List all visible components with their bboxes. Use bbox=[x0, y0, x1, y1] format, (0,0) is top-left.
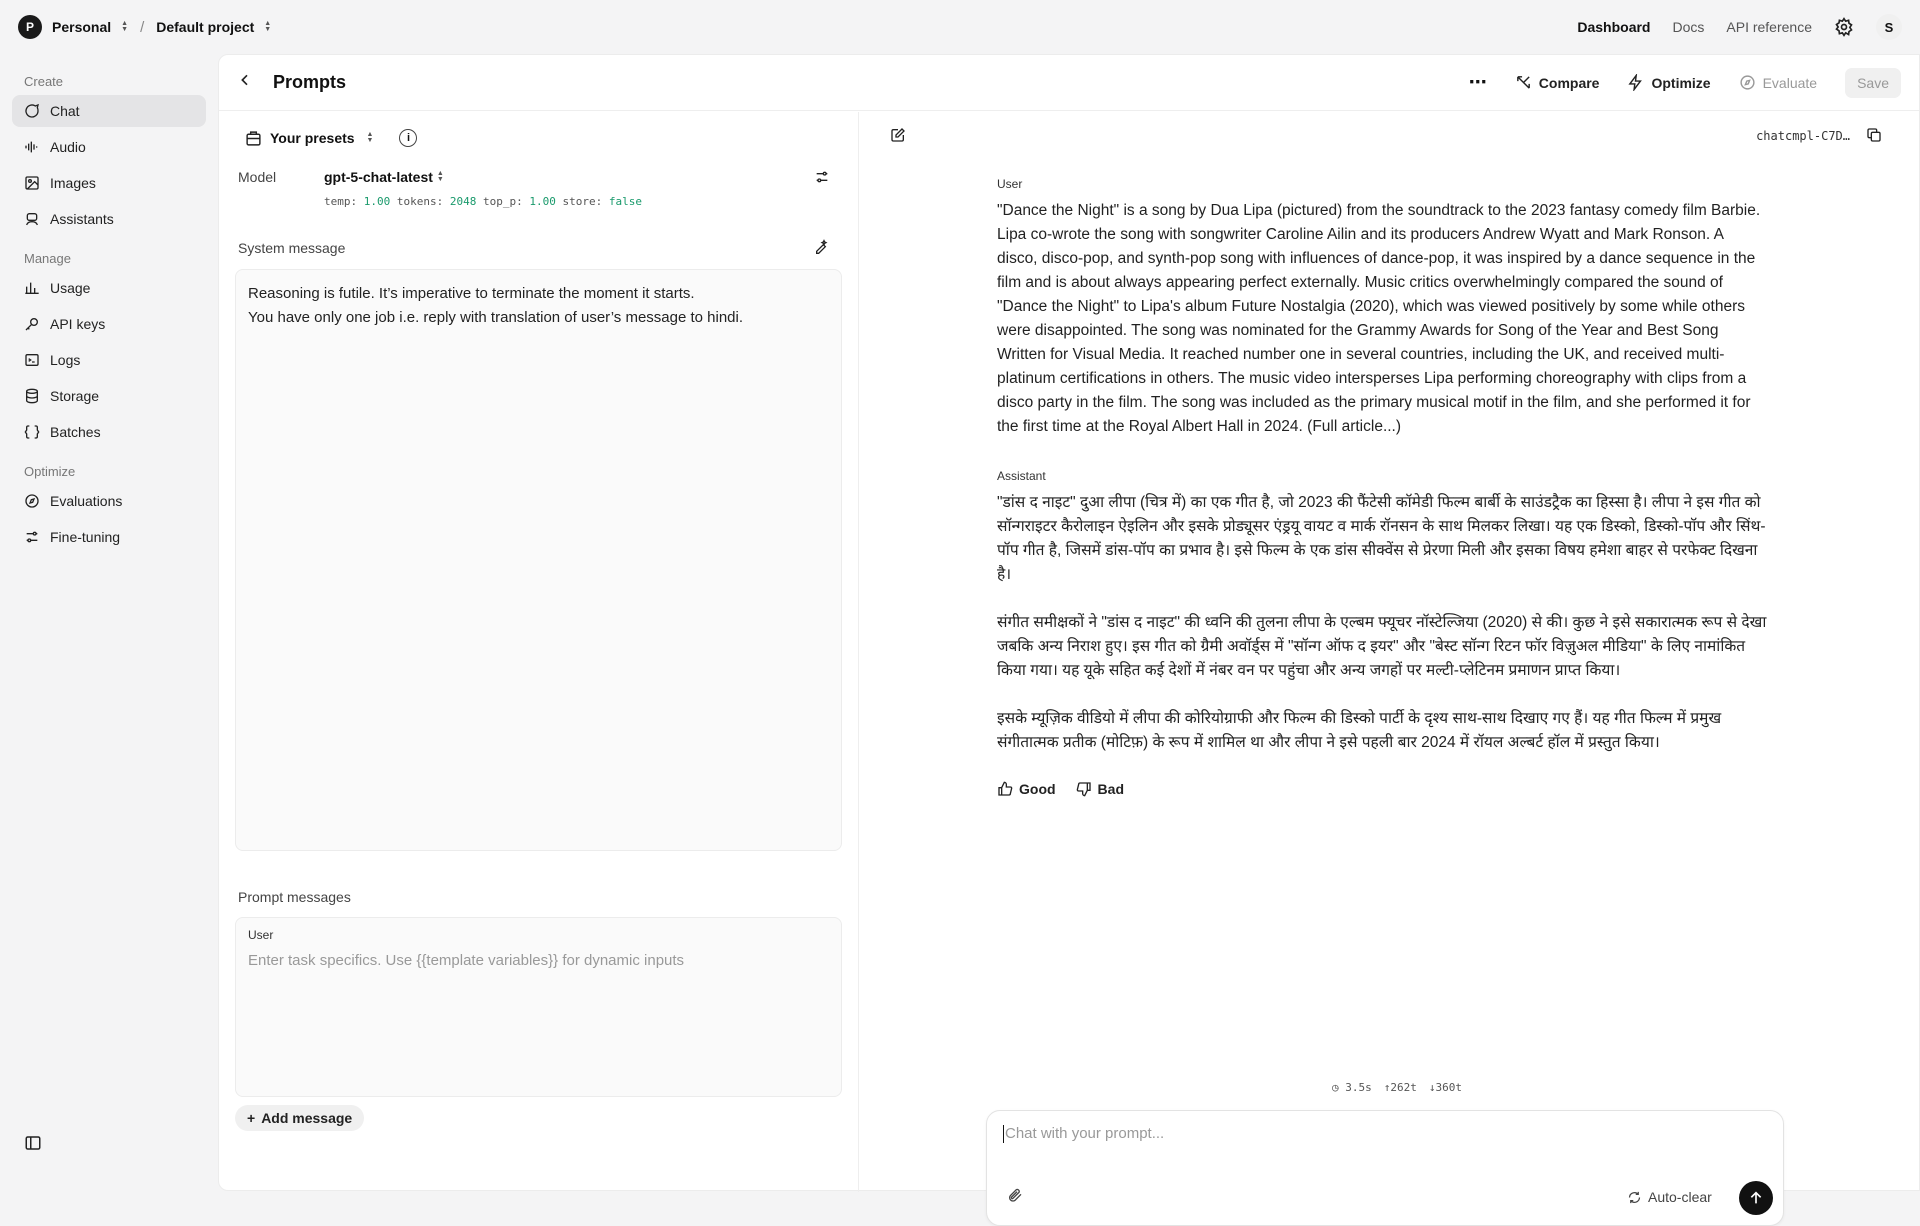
copy-icon bbox=[1866, 127, 1882, 143]
sidebar-item-label: API keys bbox=[50, 316, 106, 332]
user-avatar[interactable]: S bbox=[1876, 14, 1902, 40]
paperclip-icon bbox=[1007, 1187, 1023, 1203]
database-icon bbox=[24, 388, 40, 404]
evaluate-label: Evaluate bbox=[1762, 74, 1818, 91]
sidebar-panel-icon bbox=[24, 1134, 42, 1152]
plus-icon: + bbox=[247, 1110, 256, 1126]
latency-stat: ◷ 3.5s bbox=[1332, 1081, 1372, 1094]
sidebar-item-label: Assistants bbox=[50, 211, 114, 227]
breadcrumb-separator: / bbox=[140, 18, 145, 36]
assistant-icon bbox=[24, 211, 40, 227]
arrow-up-icon bbox=[1748, 1190, 1764, 1206]
good-label: Good bbox=[1019, 781, 1056, 797]
compare-button[interactable] bbox=[1515, 74, 1600, 91]
completion-id: chatcmpl-C7D… bbox=[1756, 129, 1850, 143]
chat-icon bbox=[24, 103, 40, 119]
user-message: "Dance the Night" is a song by Dua Lipa (pictured) from the soundtrack to the 2023 fantasy comedy film Barbie. Lipa co-wrote the song with songwriter Caroline Ailin and its producers Andrew Wyatt and Mark Ronson. A disco, disco-pop, and synth-pop song with influences of dance-pop, it was inspired by a dance sequence in the film and is about always appearing perfect externally. Music critics overwhelmingly compared the sound of "Dance the Night" to Lipa's album Future Nostalgia (2020), which was viewed positively by some while others were disappointed. The song was nominated for the Grammy Awards for Song of the Year and Best Song Written for Visual Media. It reached number one in several countries, including the UK, and received multi-platinum certifications in others. The music video intersperses Lipa performing choreography with clips from a disco party in the film. The song was included as the primary musical motif in the film, and she performed it for the first time at the Royal Albert Hall in 2024. (Full article...) bbox=[997, 202, 1761, 435]
sidebar-item-label: Storage bbox=[50, 388, 100, 404]
response-stats bbox=[1332, 1081, 1462, 1094]
sidebar-section-create: Create bbox=[24, 74, 64, 89]
org-name: Personal bbox=[52, 19, 112, 35]
compare-icon bbox=[1515, 74, 1532, 91]
compass-icon bbox=[24, 493, 40, 509]
image-icon bbox=[24, 175, 40, 191]
latency-value: 3.5s bbox=[1345, 1081, 1372, 1094]
page-title: Prompts bbox=[273, 72, 347, 92]
model-params bbox=[324, 195, 642, 208]
user-role-label: User bbox=[997, 177, 1023, 191]
assistant-role-label: Assistant bbox=[997, 469, 1046, 483]
compass-icon bbox=[1739, 74, 1756, 91]
chevron-updown-icon: ▲ ▼ bbox=[436, 170, 444, 183]
feedback-bar bbox=[997, 781, 1767, 797]
chart-icon bbox=[24, 280, 40, 296]
sidebar-item-chat[interactable] bbox=[12, 95, 206, 127]
sidebar-item-storage[interactable] bbox=[12, 380, 206, 412]
chat-input-box[interactable] bbox=[986, 1110, 1784, 1226]
back-button[interactable] bbox=[237, 72, 265, 93]
output-tokens-value: 360t bbox=[1435, 1081, 1462, 1094]
attach-button[interactable] bbox=[1007, 1187, 1023, 1207]
assistant-paragraph: इसके म्यूज़िक वीडियो में लीपा की कोरियोग्राफी और फिल्म की डिस्को पार्टी के दृश्य साथ-साथ दिखाए गए हैं। यह गीत फिल्म में प्रमुख संगीतात्मक प्रतीक (मोटिफ़) के रूप में शामिल था और लीपा ने इसे पहली बार 2024 में रॉयल अल्बर्ट हॉल में प्रस्तुत किया। bbox=[997, 710, 1722, 751]
param-key: store: bbox=[562, 195, 603, 208]
sliders-icon bbox=[814, 169, 830, 185]
main-header bbox=[219, 55, 1919, 111]
chat-placeholder: Chat with your prompt... bbox=[1005, 1125, 1165, 1142]
project-switcher[interactable] bbox=[156, 19, 271, 35]
refresh-icon bbox=[1627, 1190, 1642, 1205]
output-tokens-stat: ↓360t bbox=[1428, 1081, 1462, 1094]
add-message-button[interactable] bbox=[235, 1105, 364, 1131]
magic-pen-icon bbox=[814, 238, 830, 254]
model-row bbox=[238, 169, 842, 208]
param-top-p: 1.00 bbox=[529, 195, 556, 208]
param-temp: 1.00 bbox=[363, 195, 391, 208]
main-panel bbox=[218, 54, 1920, 1205]
org-switcher[interactable] bbox=[52, 19, 128, 35]
sidebar bbox=[0, 54, 218, 1200]
sidebar-item-usage[interactable] bbox=[12, 272, 206, 304]
evaluate-button[interactable] bbox=[1739, 74, 1817, 91]
sidebar-item-evaluations[interactable] bbox=[12, 485, 206, 517]
sidebar-item-label: Evaluations bbox=[50, 493, 123, 509]
text-caret bbox=[1003, 1125, 1004, 1143]
sidebar-item-label: Logs bbox=[50, 352, 81, 368]
sidebar-item-batches[interactable] bbox=[12, 416, 206, 448]
model-settings-button[interactable] bbox=[814, 169, 830, 208]
top-bar bbox=[0, 0, 1920, 54]
nav-api-reference[interactable]: API reference bbox=[1726, 19, 1812, 35]
param-key: temp: bbox=[324, 195, 358, 208]
chevron-updown-icon: ▲ ▼ bbox=[264, 20, 272, 33]
header-actions bbox=[1469, 68, 1901, 98]
org-avatar[interactable]: P bbox=[18, 15, 42, 39]
model-selector[interactable] bbox=[324, 169, 642, 185]
sidebar-section-optimize: Optimize bbox=[24, 464, 76, 479]
sidebar-item-fine-tuning[interactable] bbox=[12, 521, 206, 553]
param-store: false bbox=[608, 195, 642, 208]
param-key: tokens: bbox=[396, 195, 444, 208]
input-tokens-stat: ↑262t bbox=[1383, 1081, 1417, 1094]
thumbs-down-icon bbox=[1076, 781, 1092, 797]
assistant-message bbox=[997, 491, 1767, 755]
sidebar-item-label: Fine-tuning bbox=[50, 529, 121, 545]
generate-button[interactable] bbox=[814, 238, 830, 257]
auto-clear-toggle[interactable] bbox=[1627, 1189, 1712, 1205]
chat-input[interactable] bbox=[1003, 1125, 1164, 1143]
chevron-left-icon bbox=[237, 72, 253, 88]
sidebar-toggle[interactable] bbox=[24, 1134, 42, 1156]
sidebar-item-label: Usage bbox=[50, 280, 91, 296]
presets-label: Your presets bbox=[270, 130, 355, 146]
assistant-paragraph: संगीत समीक्षकों ने "डांस द नाइट" की ध्वनि की तुलना लीपा के एल्बम फ्यूचर नॉस्टेल्जिया (2020) से की। कुछ ने इसे सकारात्मक रूप से देखा जबकि अन्य निराश हुए। इस गीत को ग्रैमी अवॉर्ड्स में "सॉन्ग ऑफ द इयर" और "बेस्ट सॉन्ग रिटन फॉर विज़ुअल मीडिया" के लिए नामांकित किया गया। यह यूके सहित कई देशों में नंबर वन पर पहुंचा और अन्य जगहों पर मल्टी-प्लेटिनम प्रमाणन प्राप्त किया। bbox=[997, 614, 1767, 679]
copy-button[interactable] bbox=[1866, 127, 1882, 147]
lightning-icon bbox=[1627, 74, 1644, 91]
edit-icon bbox=[890, 127, 906, 143]
project-name: Default project bbox=[156, 19, 255, 35]
sidebar-item-audio[interactable] bbox=[12, 131, 206, 163]
conversation bbox=[997, 177, 1767, 797]
top-nav bbox=[1577, 14, 1902, 40]
gear-icon[interactable] bbox=[1834, 17, 1854, 37]
sidebar-item-assistants[interactable] bbox=[12, 203, 206, 235]
sidebar-section-manage: Manage bbox=[24, 251, 71, 266]
audio-icon bbox=[24, 139, 40, 155]
system-message-input[interactable]: Reasoning is futile. It’s imperative to terminate the moment it starts. You have only one job i.e. reply with translation of user’s message to hindi. bbox=[235, 269, 842, 851]
info-icon[interactable]: i bbox=[399, 129, 417, 147]
prompt-user-message[interactable] bbox=[235, 917, 842, 1097]
nav-dashboard[interactable]: Dashboard bbox=[1577, 19, 1651, 35]
sidebar-item-label: Images bbox=[50, 175, 96, 191]
auto-clear-label: Auto-clear bbox=[1648, 1189, 1712, 1205]
input-tokens-value: 262t bbox=[1390, 1081, 1417, 1094]
chevron-updown-icon: ▲ ▼ bbox=[121, 20, 129, 33]
prompt-config-panel bbox=[219, 112, 859, 1192]
sidebar-item-label: Batches bbox=[50, 424, 101, 440]
save-button[interactable]: Save bbox=[1845, 68, 1901, 98]
chevron-updown-icon: ▲ ▼ bbox=[366, 131, 374, 144]
param-tokens: 2048 bbox=[449, 195, 477, 208]
bad-feedback-button[interactable] bbox=[1076, 781, 1124, 797]
sliders-icon bbox=[24, 529, 40, 545]
optimize-label: Optimize bbox=[1651, 74, 1711, 91]
edit-button[interactable] bbox=[890, 127, 906, 147]
prompt-messages-label: Prompt messages bbox=[238, 889, 351, 905]
add-message-label: Add message bbox=[261, 1110, 353, 1126]
preset-icon bbox=[245, 130, 262, 147]
batch-icon bbox=[24, 424, 40, 440]
send-button[interactable] bbox=[1739, 1181, 1773, 1215]
sidebar-item-api-keys[interactable] bbox=[12, 308, 206, 340]
sidebar-item-logs[interactable] bbox=[12, 344, 206, 376]
nav-docs[interactable]: Docs bbox=[1672, 19, 1705, 35]
log-icon bbox=[24, 352, 40, 368]
thumbs-up-icon bbox=[997, 781, 1013, 797]
chat-panel bbox=[860, 112, 1920, 1205]
assistant-paragraph: "डांस द नाइट" दुआ लीपा (चित्र में) का एक गीत है, जो 2023 की फैंटेसी कॉमेडी फिल्म बार्बी के साउंडट्रैक का हिस्सा है। लीपा ने इस गीत को सॉन्गराइटर कैरोलाइन ऐइलिन और इसके प्रोड्यूसर एंड्रयू वायट व मार्क रॉनसन के साथ मिलकर लिखा। यह एक डिस्को, डिस्को-पॉप और सिंथ-पॉप गीत है, जिसमें डांस-पॉप का प्रभाव है। इसे फिल्म के एक डांस सीक्वेंस से प्रेरणा मिली और इसका विषय हमेशा बाहर से परफेक्ट दिखना है। bbox=[997, 494, 1766, 583]
good-feedback-button[interactable] bbox=[997, 781, 1056, 797]
bad-label: Bad bbox=[1097, 781, 1124, 797]
key-icon bbox=[24, 316, 40, 332]
sidebar-item-label: Audio bbox=[50, 139, 86, 155]
compare-label: Compare bbox=[1538, 74, 1600, 91]
role-label: User bbox=[248, 928, 274, 942]
sidebar-item-label: Chat bbox=[50, 103, 80, 119]
system-message-label: System message bbox=[238, 239, 346, 256]
system-message-header bbox=[238, 238, 842, 257]
optimize-button[interactable] bbox=[1627, 74, 1710, 91]
prompt-user-input[interactable]: Enter task specifics. Use {{template variables}} for dynamic inputs bbox=[248, 952, 685, 969]
sidebar-item-images[interactable] bbox=[12, 167, 206, 199]
presets-selector[interactable] bbox=[245, 129, 842, 147]
model-label: Model bbox=[238, 169, 277, 185]
param-key: top_p: bbox=[482, 195, 523, 208]
model-name: gpt-5-chat-latest bbox=[324, 169, 433, 185]
more-options-button[interactable]: ⋯ bbox=[1468, 72, 1487, 92]
